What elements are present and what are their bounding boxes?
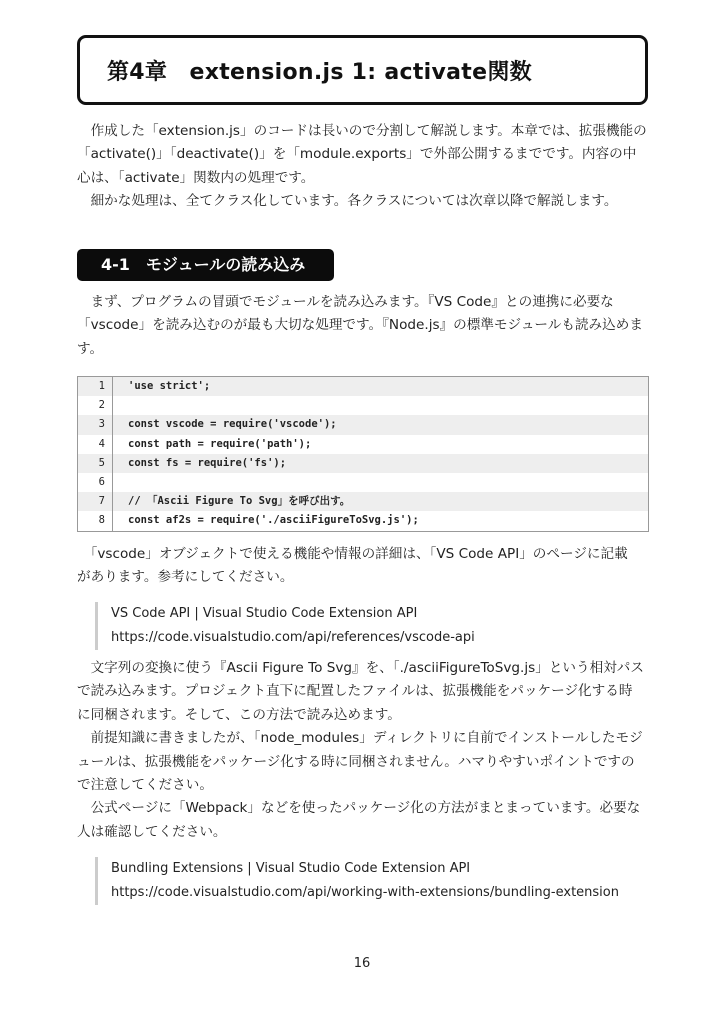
- text-line: 心は、「activate」関数内の処理です。: [77, 169, 315, 186]
- chapter-title-box: [77, 35, 648, 105]
- page-number: 16: [353, 956, 371, 971]
- text-line: 「vscode」を読み込むのが最も大切な処理です。『Node.js』の標準モジュールも読み込めま: [77, 317, 643, 334]
- section-heading: [77, 249, 334, 281]
- line-number: 4: [78, 435, 113, 454]
- text-line: 文字列の変換に使う『Ascii Figure To Svg』を、「./asciiFigureToSvg.js」という相対パス: [77, 660, 644, 676]
- link-title: VS Code API | Visual Studio Code Extension API: [111, 606, 418, 621]
- intro-paragraph: [77, 120, 657, 214]
- after-code-paragraph: [77, 543, 657, 590]
- text-line: まず、プログラムの冒頭でモジュールを読み込みます。『VS Code』との連携に必要な: [77, 294, 614, 310]
- code-text: const af2s = require('./asciiFigureToSvg.js');: [128, 514, 419, 527]
- text-line: 「vscode」オブジェクトで使える機能や情報の詳細は、「VS Code API」のページに記載: [77, 546, 628, 562]
- code-line: [78, 415, 648, 434]
- code-line: [78, 492, 648, 511]
- text-line: 細かな処理は、全てクラス化しています。各クラスについては次章以降で解説します。: [77, 193, 618, 210]
- code-text: const path = require('path');: [128, 437, 312, 450]
- code-text: [113, 396, 128, 415]
- code-line: [78, 377, 648, 396]
- section-intro-paragraph: [77, 291, 657, 361]
- code-text: const vscode = require('vscode');: [128, 418, 337, 431]
- code-line: [78, 454, 648, 473]
- code-line: [78, 473, 648, 492]
- text-line: で読み込みます。プロジェクト直下に配置したファイルは、拡張機能をパッケージ化する時: [77, 683, 633, 700]
- line-number: 5: [78, 454, 113, 473]
- code-text: [113, 473, 128, 492]
- text-line: 作成した「extension.js」のコードは長いので分割して解説します。本章では、拡張機能の: [77, 123, 647, 139]
- chapter-title: 第4章 extension.js 1: activate関数: [107, 60, 532, 85]
- text-line: す。: [77, 340, 104, 357]
- link-url[interactable]: https://code.visualstudio.com/api/references/vscode-api: [111, 630, 475, 645]
- text-line: 「activate()」「deactivate()」を「module.exports」で外部公開するまでです。内容の中: [77, 146, 637, 163]
- text-line: があります。参考にしてください。: [77, 569, 294, 586]
- reference-link-bundling: [95, 857, 619, 905]
- section-title: 4-1 モジュールの読み込み: [101, 255, 306, 274]
- text-line: 前提知識に書きましたが、「node_modules」ディレクトリに自前でインストールしたモジ: [77, 730, 643, 747]
- code-text: const fs = require('fs');: [128, 456, 287, 469]
- code-text: // 「Ascii Figure To Svg」を呼び出す。: [128, 495, 351, 508]
- link-url[interactable]: https://code.visualstudio.com/api/working-with-extensions/bundling-extension: [111, 885, 619, 900]
- body-paragraph: [77, 657, 657, 844]
- line-number: 2: [78, 396, 113, 415]
- line-number: 7: [78, 492, 113, 511]
- code-line: [78, 396, 648, 415]
- line-number: 1: [78, 377, 113, 396]
- text-line: 人は確認してください。: [77, 823, 227, 840]
- code-listing: [77, 376, 649, 532]
- text-line: で注意してください。: [77, 777, 213, 794]
- line-number: 3: [78, 415, 113, 434]
- text-line: ュールは、拡張機能をパッケージ化する時に同梱されません。ハマりやすいポイントですの: [77, 753, 635, 770]
- link-title: Bundling Extensions | Visual Studio Code Extension API: [111, 861, 471, 876]
- line-number: 6: [78, 473, 113, 492]
- line-number: 8: [78, 511, 113, 530]
- text-line: 公式ページに「Webpack」などを使ったパッケージ化の方法がまとまっています。必要な: [77, 800, 641, 817]
- code-line: [78, 511, 648, 530]
- code-line: [78, 435, 648, 454]
- code-text: 'use strict';: [128, 380, 211, 392]
- reference-link-vscode-api: [95, 602, 475, 650]
- text-line: に同梱されます。そして、この方法で読み込めます。: [77, 706, 401, 723]
